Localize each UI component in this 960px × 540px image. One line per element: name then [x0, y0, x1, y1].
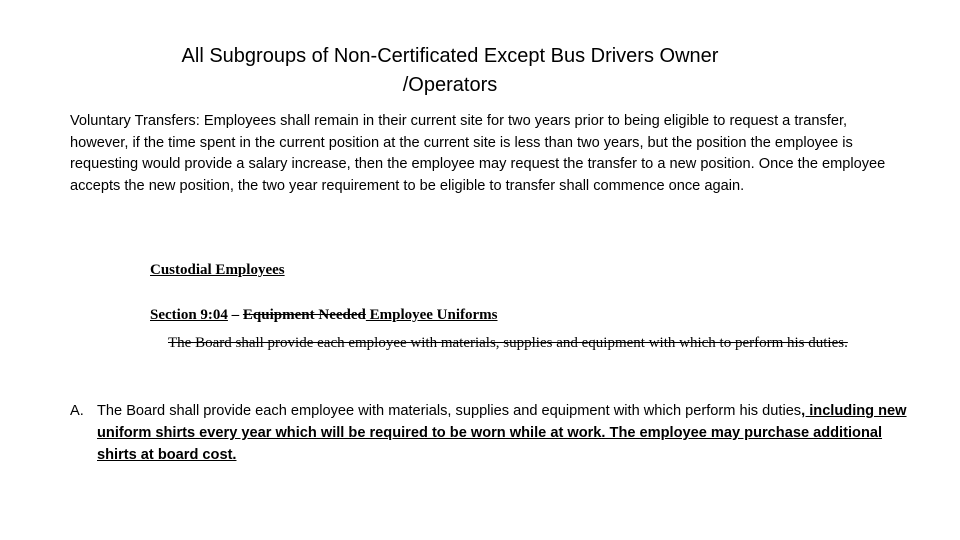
section-number: Section 9:04 — [150, 307, 228, 323]
struck-paragraph — [150, 331, 915, 355]
list-item-a — [70, 400, 915, 466]
list-item-inserted-text: , including new uniform shirts every year which will be required to be worn while at work. The employee may purchase additional shirts at board cost. — [97, 403, 907, 463]
list-item-text: The Board shall provide each employee with materials, supplies and equipment with which perform his duties — [97, 403, 802, 419]
list-marker: A. — [70, 403, 84, 419]
voluntary-transfers-paragraph: Voluntary Transfers: Employees shall remain in their current site for two years prior to being eligible to request a transfer, however, if the time spent in the current position at the current site is less than two years, but the position the employee is requesting would provide a salary increase, then the employee may request the transfer to a new position. Once the employee accepts the new position, the two year requirement to be eligible to transfer shall commence once again. — [70, 113, 886, 194]
section-new-title: Employee Uniforms — [365, 307, 498, 323]
section-heading — [150, 307, 498, 324]
struck-paragraph-text: The Board shall provide each employee with materials, supplies and equipment with which to perform his duties. — [168, 335, 848, 351]
section-deleted-title: Equipment Needed — [242, 307, 366, 323]
section-dash: – — [227, 307, 243, 323]
custodial-employees-heading: Custodial Employees — [150, 262, 285, 278]
page-title: All Subgroups of Non-Certificated Except Bus Drivers Owner /Operators — [181, 45, 719, 96]
